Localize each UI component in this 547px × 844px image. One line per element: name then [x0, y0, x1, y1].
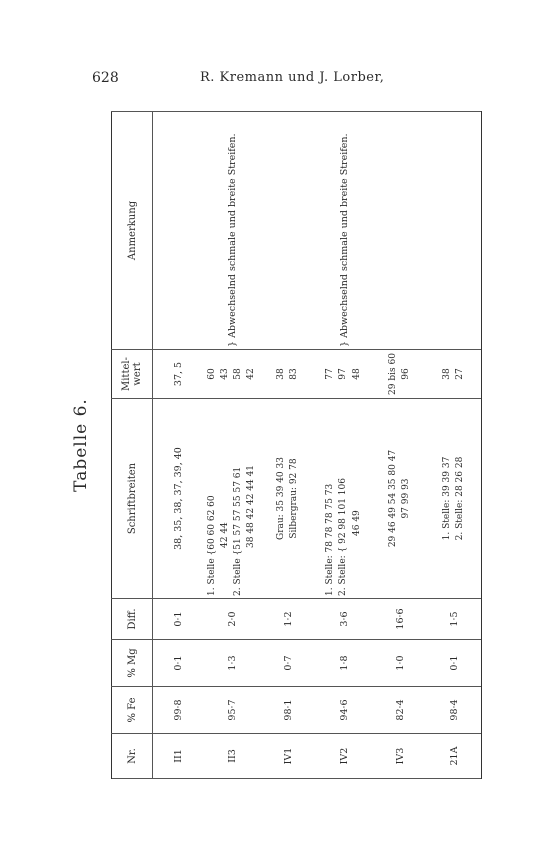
- schrift-line: Silbergrau: 92 78: [289, 458, 299, 539]
- cell-schrift: [315, 399, 373, 599]
- mittel-line: 42: [246, 368, 257, 380]
- table-row: [427, 112, 482, 779]
- mittel-line: 96: [401, 368, 411, 380]
- nr-value: II1: [172, 749, 184, 763]
- cell-nr: [153, 734, 204, 779]
- schrift-line: 2. Stelle: 28 26 28: [455, 456, 465, 541]
- col-schriftbreiten: Schriftbreiten: [112, 399, 153, 599]
- table-row: [203, 112, 261, 779]
- cell-diff: 0·1: [153, 599, 204, 640]
- cell-diff: 16·6: [373, 599, 427, 640]
- cell-nr: IV3: [373, 734, 427, 779]
- cell-fe: 95·7: [203, 687, 261, 734]
- cell-schrift: [153, 399, 204, 599]
- cell-note: } Abwechselnd schmale und breite Streifen.: [315, 112, 373, 350]
- schrift-line: 97 99 93: [401, 478, 411, 519]
- page-number: 628: [92, 70, 119, 86]
- schrift-line: 38, 35, 38, 37, 39, 40: [172, 447, 184, 550]
- cell-schrift: [261, 399, 315, 599]
- cell-diff: 1·2: [261, 599, 315, 640]
- mittel-line: 60: [206, 368, 217, 380]
- cell-mg: 0·1: [427, 640, 482, 687]
- cell-mittel: 37, 5: [153, 350, 204, 399]
- cell-nr: IV2: [315, 734, 373, 779]
- rotated-table-block: [71, 111, 465, 779]
- cell-fe: 94·6: [315, 687, 373, 734]
- mittel-line: 38: [441, 368, 452, 380]
- schrift-line: 1. Stelle {60 60 62 60: [206, 495, 217, 596]
- cell-mittel: [427, 350, 482, 399]
- mittel-line: 27: [455, 368, 465, 380]
- table-row: [153, 112, 204, 779]
- cell-note: [261, 112, 315, 350]
- mittel-line: 29 bis 60: [387, 353, 398, 395]
- schrift-line: 46 49: [351, 510, 362, 536]
- cell-fe: 98·4: [427, 687, 482, 734]
- mittel-line: 48: [351, 368, 362, 380]
- table-caption: Tabelle 6.: [71, 398, 91, 492]
- mittel-line: 83: [289, 368, 299, 380]
- schrift-line: Grau: 35 39 40 33: [275, 457, 286, 540]
- col-mittelwert: Mittel-wert: [112, 350, 153, 399]
- cell-fe: 82·4: [373, 687, 427, 734]
- cell-nr: IV1: [261, 734, 315, 779]
- cell-mg: 1·8: [315, 640, 373, 687]
- table-row: [373, 112, 427, 779]
- cell-fe: 99·8: [153, 687, 204, 734]
- schrift-line: 2. Stelle: { 92 98 101 106: [338, 478, 349, 596]
- col-nr: Nr.: [112, 734, 153, 779]
- cell-mittel: [373, 350, 427, 399]
- cell-schrift: [427, 399, 482, 599]
- table-row: [261, 112, 315, 779]
- cell-diff: 3·6: [315, 599, 373, 640]
- cell-note: [153, 112, 204, 350]
- cell-mg: 0·1: [153, 640, 204, 687]
- schrift-line: 2. Stelle {51 57 57 55 57 61: [233, 466, 243, 596]
- running-head: R. Kremann und J. Lorber,: [200, 70, 385, 85]
- cell-mittel: [203, 350, 261, 399]
- mittel-line: 77: [325, 368, 336, 380]
- mittel-line: 58: [233, 368, 243, 380]
- schrift-line: 29 46 49 54 35 80 47: [387, 449, 398, 548]
- col-diff: Diff.: [112, 599, 153, 640]
- cell-schrift: [373, 399, 427, 599]
- cell-diff: 1·5: [427, 599, 482, 640]
- col-fe: % Fe: [112, 687, 153, 734]
- data-table: [111, 111, 482, 779]
- cell-nr: 21A: [427, 734, 482, 779]
- col-mg: % Mg: [112, 640, 153, 687]
- cell-schrift: [203, 399, 261, 599]
- mittel-line: 97: [338, 368, 349, 380]
- schrift-line: 38 48 42 42 44 41: [246, 464, 257, 548]
- cell-note: [427, 112, 482, 350]
- cell-mg: 1·0: [373, 640, 427, 687]
- cell-diff: 2·0: [203, 599, 261, 640]
- mittel-line: 43: [219, 368, 230, 380]
- schrift-line: 1. Stelle: 39 39 37: [441, 456, 452, 541]
- cell-note: [373, 112, 427, 350]
- col-anmerkung: Anmerkung: [112, 112, 153, 350]
- cell-fe: 98·1: [261, 687, 315, 734]
- mittel-line: 38: [275, 368, 286, 380]
- cell-note: } Abwechselnd schmale und breite Streifen.: [203, 112, 261, 350]
- cell-mittel: [315, 350, 373, 399]
- table-row: [315, 112, 373, 779]
- cell-mittel: [261, 350, 315, 399]
- cell-nr: II3: [203, 734, 261, 779]
- schrift-line: 42 44: [219, 522, 230, 548]
- schrift-line: 1. Stelle: 78 78 78 75 73: [325, 483, 336, 596]
- cell-mg: 1·3: [203, 640, 261, 687]
- header-row: [112, 112, 153, 779]
- cell-mg: 0·7: [261, 640, 315, 687]
